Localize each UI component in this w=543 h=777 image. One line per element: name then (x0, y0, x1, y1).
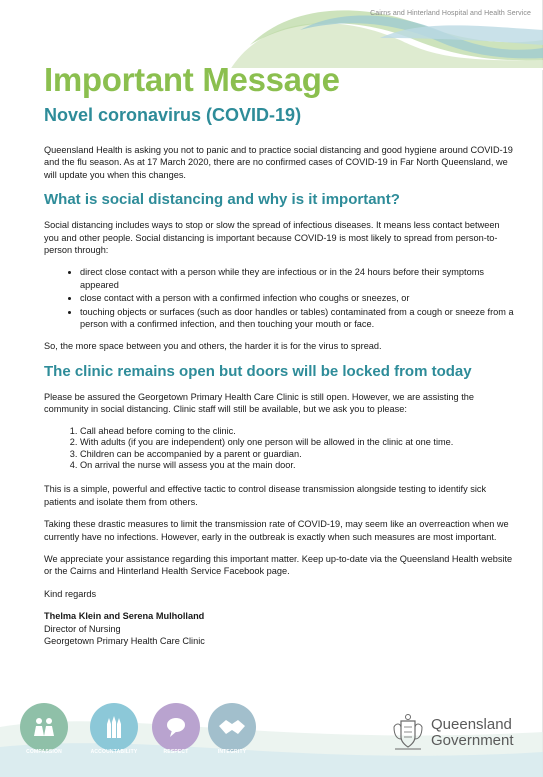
list-item: • close contact with a person with a confirmed infection who coughs or sneezes, or (80, 292, 514, 304)
value-label-respect: RESPECT (163, 749, 189, 755)
signature-block (44, 610, 514, 647)
transmission-list (44, 266, 514, 330)
list-item: 4. On arrival the nurse will assess you at the main door. (80, 460, 514, 471)
list-item: • touching objects or surfaces (such as door handles or tables) contaminated from a cough or sneeze from a person with a confirmed infection, and then touching your mouth or face. (80, 306, 514, 331)
signatory-role: Director of Nursing (44, 623, 121, 634)
kind-regards: Kind regards (44, 588, 97, 599)
logo-text-government: Government (431, 732, 514, 749)
service-name: Cairns and Hinterland Hospital and Health Service (370, 10, 531, 17)
page-title: Important Message (44, 61, 340, 98)
signatory-names: Thelma Klein and Serena Mulholland (44, 611, 205, 622)
clinic-paragraph: Please be assured the Georgetown Primary Health Care Clinic is still open. However, we are assisting the community in social distancing. Clinic staff will still be available, but we ask you to please: (44, 391, 474, 415)
tactic-paragraph: This is a simple, powerful and effective tactic to control disease transmission alongside testing to identify sick patients and isolate them from others. (44, 484, 487, 507)
value-label-compassion: COMPASSION (26, 749, 62, 755)
list-item: • direct close contact with a person while they are infectious or in the 24 hours before their symptoms appeared (80, 266, 514, 291)
value-label-accountability: ACCOUNTABILITY (90, 749, 138, 755)
accountability-circle (90, 703, 138, 751)
speech-bubble-icon (163, 714, 189, 740)
section-heading-clinic-open: The clinic remains open but doors will be locked from today (44, 362, 472, 380)
space-paragraph: So, the more space between you and others, the harder it is for the virus to spread. (44, 341, 382, 352)
clinic-steps-list (44, 426, 514, 472)
signatory-org: Georgetown Primary Health Care Clinic (44, 635, 205, 646)
handshake-icon (218, 716, 246, 738)
queensland-government-logo (391, 713, 521, 753)
list-item: 1. Call ahead before coming to the clinic. (80, 426, 514, 437)
value-label-integrity: INTEGRITY (217, 749, 247, 755)
appreciation-paragraph: We appreciate your assistance regarding this important matter. Keep up-to-date via the Queensland Health website or the Cairns and Hinterland Health Service Facebook page. (44, 553, 513, 577)
page-subtitle: Novel coronavirus (COVID-19) (44, 105, 302, 125)
social-distancing-paragraph: Social distancing includes ways to stop or slow the spread of infectious diseases. It means less contact between you and other people. Social distancing is important because COVID-19 is most likely to spread from person-to-person through: (44, 220, 500, 256)
people-icon (31, 714, 57, 740)
measures-paragraph: Taking these drastic measures to limit the transmission rate of COVID-19, may seem like an overreaction when we currently have no infections. However, early in the outbreak is exactly when such measures are most important. (44, 519, 509, 542)
coat-of-arms-icon (391, 713, 425, 753)
intro-paragraph: Queensland Health is asking you not to panic and to practice social distancing and good hygiene around COVID-19 and the flu season. As at 17 March 2020, there are no confirmed cases of COVID-19 in Far North Queensland, we will update you when this changes. (44, 145, 513, 180)
footer (0, 697, 543, 777)
value-respect (148, 703, 204, 755)
list-item: 2. With adults (if you are independent) only one person will be allowed in the clinic at one time. (80, 437, 514, 448)
logo-text-queensland: Queensland (431, 716, 512, 733)
queensland-government-wordmark (431, 717, 514, 749)
raised-hands-icon (101, 714, 127, 740)
value-integrity (204, 703, 260, 755)
letter-body (44, 62, 514, 647)
respect-circle (152, 703, 200, 751)
section-heading-social-distancing: What is social distancing and why is it important? (44, 191, 400, 209)
value-compassion (16, 703, 72, 755)
list-item: 3. Children can be accompanied by a parent or guardian. (80, 449, 514, 460)
compassion-circle (20, 703, 68, 751)
value-accountability (86, 703, 142, 755)
integrity-circle (208, 703, 256, 751)
